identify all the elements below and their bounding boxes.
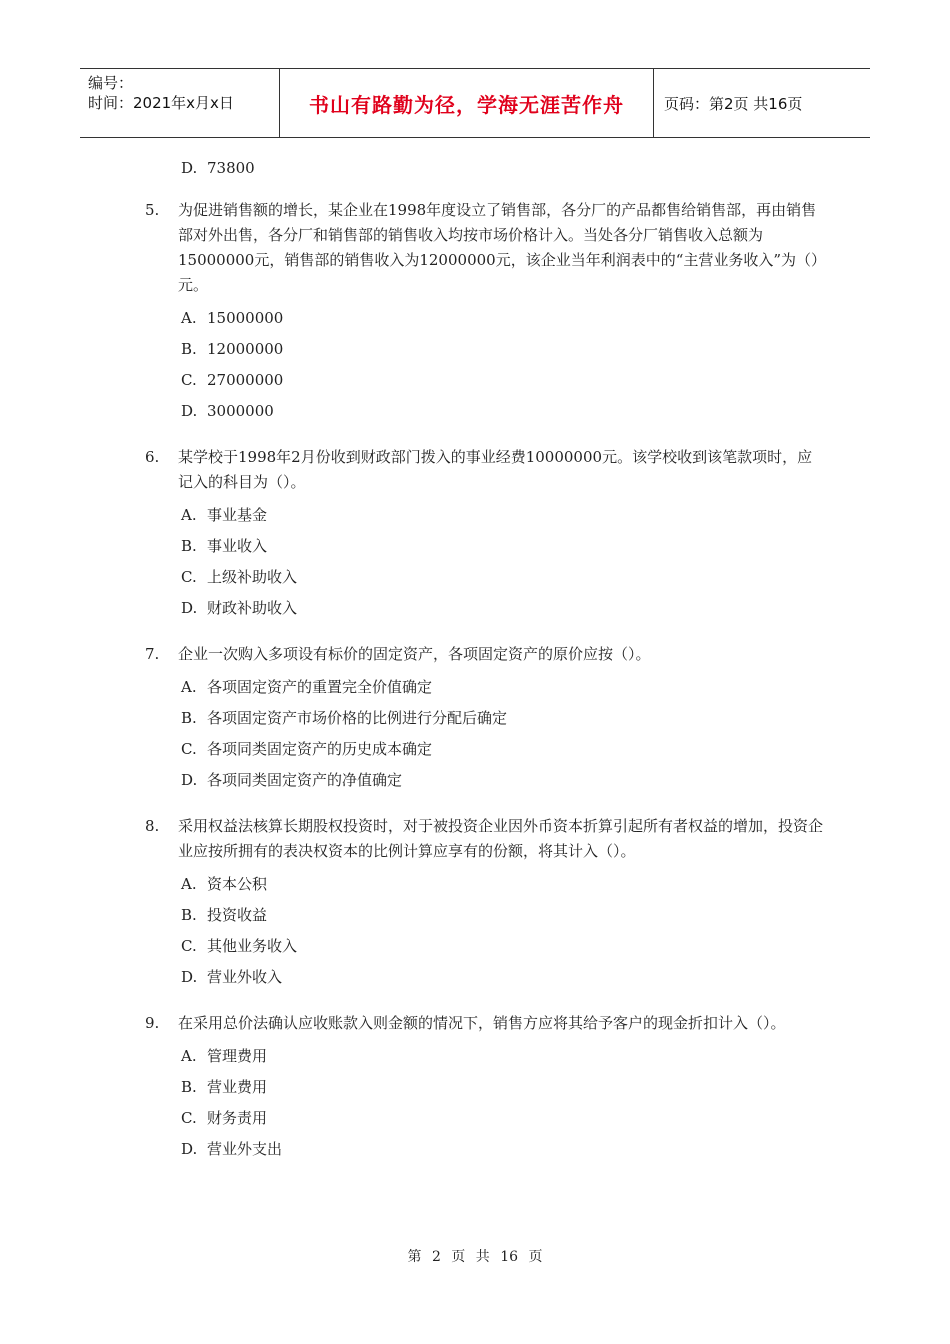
option-text: 投资收益 — [207, 906, 268, 924]
option-letter: C. — [181, 937, 197, 955]
option-letter: C. — [181, 1109, 197, 1127]
option — [181, 770, 825, 790]
option — [181, 1108, 825, 1128]
option — [181, 677, 825, 697]
option-text: 12000000 — [207, 340, 284, 358]
question-text: 某学校于1998年2月份收到财政部门拨入的事业经费10000000元。该学校收到该笔款项时，应记入的科目为（）。 — [178, 448, 813, 491]
option-text: 其他业务收入 — [207, 937, 298, 955]
option-text: 事业基金 — [207, 506, 268, 524]
option-letter: A. — [181, 678, 197, 696]
option-text: 27000000 — [207, 371, 284, 389]
header-meta — [80, 69, 280, 137]
option-letter: B. — [181, 906, 197, 924]
question — [145, 445, 825, 495]
question-number: 6. — [145, 448, 160, 466]
option-letter: D. — [181, 402, 198, 420]
option — [181, 308, 825, 328]
option — [181, 567, 825, 587]
question-text: 为促进销售额的增长，某企业在1998年度设立了销售部，各分厂的产品都售给销售部，再由销售部对外出售，各分厂和销售部的销售收入均按市场价格计入。当处各分厂销售收入总额为15000000元，销售部的销售收入为12000000元，该企业当年利润表中的“主营业务收入”为（）元。 — [178, 201, 819, 294]
option-text: 各项固定资产市场价格的比例进行分配后确定 — [207, 709, 508, 727]
option-text: 各项同类固定资产的净值确定 — [207, 771, 403, 789]
header-page-code: 页码：第2页 共16页 — [664, 94, 803, 113]
question-number: 7. — [145, 645, 160, 663]
page-footer: 第 2 页 共 16 页 — [407, 1249, 543, 1265]
option-text: 73800 — [207, 159, 255, 177]
option-letter: B. — [181, 537, 197, 555]
number-label: 编号： — [88, 74, 134, 92]
option-letter: B. — [181, 709, 197, 727]
option-text: 上级补助收入 — [207, 568, 298, 586]
option — [181, 505, 825, 525]
option-text: 营业费用 — [207, 1078, 268, 1096]
option — [181, 967, 825, 987]
question-number: 8. — [145, 817, 160, 835]
option-text: 15000000 — [207, 309, 284, 327]
question-text: 企业一次购入多项设有标价的固定资产，各项固定资产的原价应按（）。 — [178, 645, 651, 663]
time-label: 时间：2021年x月x日 — [88, 94, 234, 112]
page-header — [80, 68, 870, 138]
option-text: 管理费用 — [207, 1047, 268, 1065]
option-letter: A. — [181, 875, 197, 893]
questions-container — [145, 198, 825, 1159]
option-letter: B. — [181, 1078, 197, 1096]
option-letter: D. — [181, 599, 198, 617]
question — [145, 814, 825, 864]
option — [181, 370, 825, 390]
option-letter: D. — [181, 968, 198, 986]
option-text: 3000000 — [207, 402, 274, 420]
option — [181, 708, 825, 728]
option — [181, 905, 825, 925]
option — [181, 339, 825, 359]
question — [145, 1011, 825, 1036]
option — [181, 936, 825, 956]
option-letter: B. — [181, 340, 197, 358]
option — [181, 401, 825, 421]
option-text: 财政补助收入 — [207, 599, 298, 617]
option-text: 各项同类固定资产的历史成本确定 — [207, 740, 433, 758]
option-letter: D. — [181, 159, 198, 177]
option-letter: C. — [181, 568, 197, 586]
option-text: 事业收入 — [207, 537, 268, 555]
option-letter: C. — [181, 371, 197, 389]
option-text: 财务责用 — [207, 1109, 268, 1127]
question-text: 在采用总价法确认应收账款入则金额的情况下，销售方应将其给予客户的现金折扣计入（）。 — [178, 1014, 786, 1032]
option-letter: A. — [181, 309, 197, 327]
option — [181, 874, 825, 894]
header-motto: 书山有路勤为径，学海无涯苦作舟 — [280, 69, 654, 137]
option — [181, 1139, 825, 1159]
option — [181, 1077, 825, 1097]
option — [181, 739, 825, 759]
option — [181, 1046, 825, 1066]
question — [145, 642, 825, 667]
leading-option — [181, 158, 825, 178]
option-letter: D. — [181, 771, 198, 789]
option-text: 营业外收入 — [207, 968, 283, 986]
option-text: 资本公积 — [207, 875, 268, 893]
option — [181, 598, 825, 618]
option-text: 营业外支出 — [207, 1140, 283, 1158]
question-number: 5. — [145, 201, 160, 219]
option-letter: C. — [181, 740, 197, 758]
option-text: 各项固定资产的重置完全价值确定 — [207, 678, 433, 696]
option-letter: A. — [181, 1047, 197, 1065]
question-text: 采用权益法核算长期股权投资时，对于被投资企业因外币资本折算引起所有者权益的增加，投资企业应按所拥有的表决权资本的比例计算应享有的份额，将其计入（）。 — [178, 817, 824, 860]
question — [145, 198, 825, 298]
question-number: 9. — [145, 1014, 160, 1032]
option-letter: D. — [181, 1140, 198, 1158]
option-letter: A. — [181, 506, 197, 524]
question-list — [145, 158, 825, 1170]
option — [181, 536, 825, 556]
